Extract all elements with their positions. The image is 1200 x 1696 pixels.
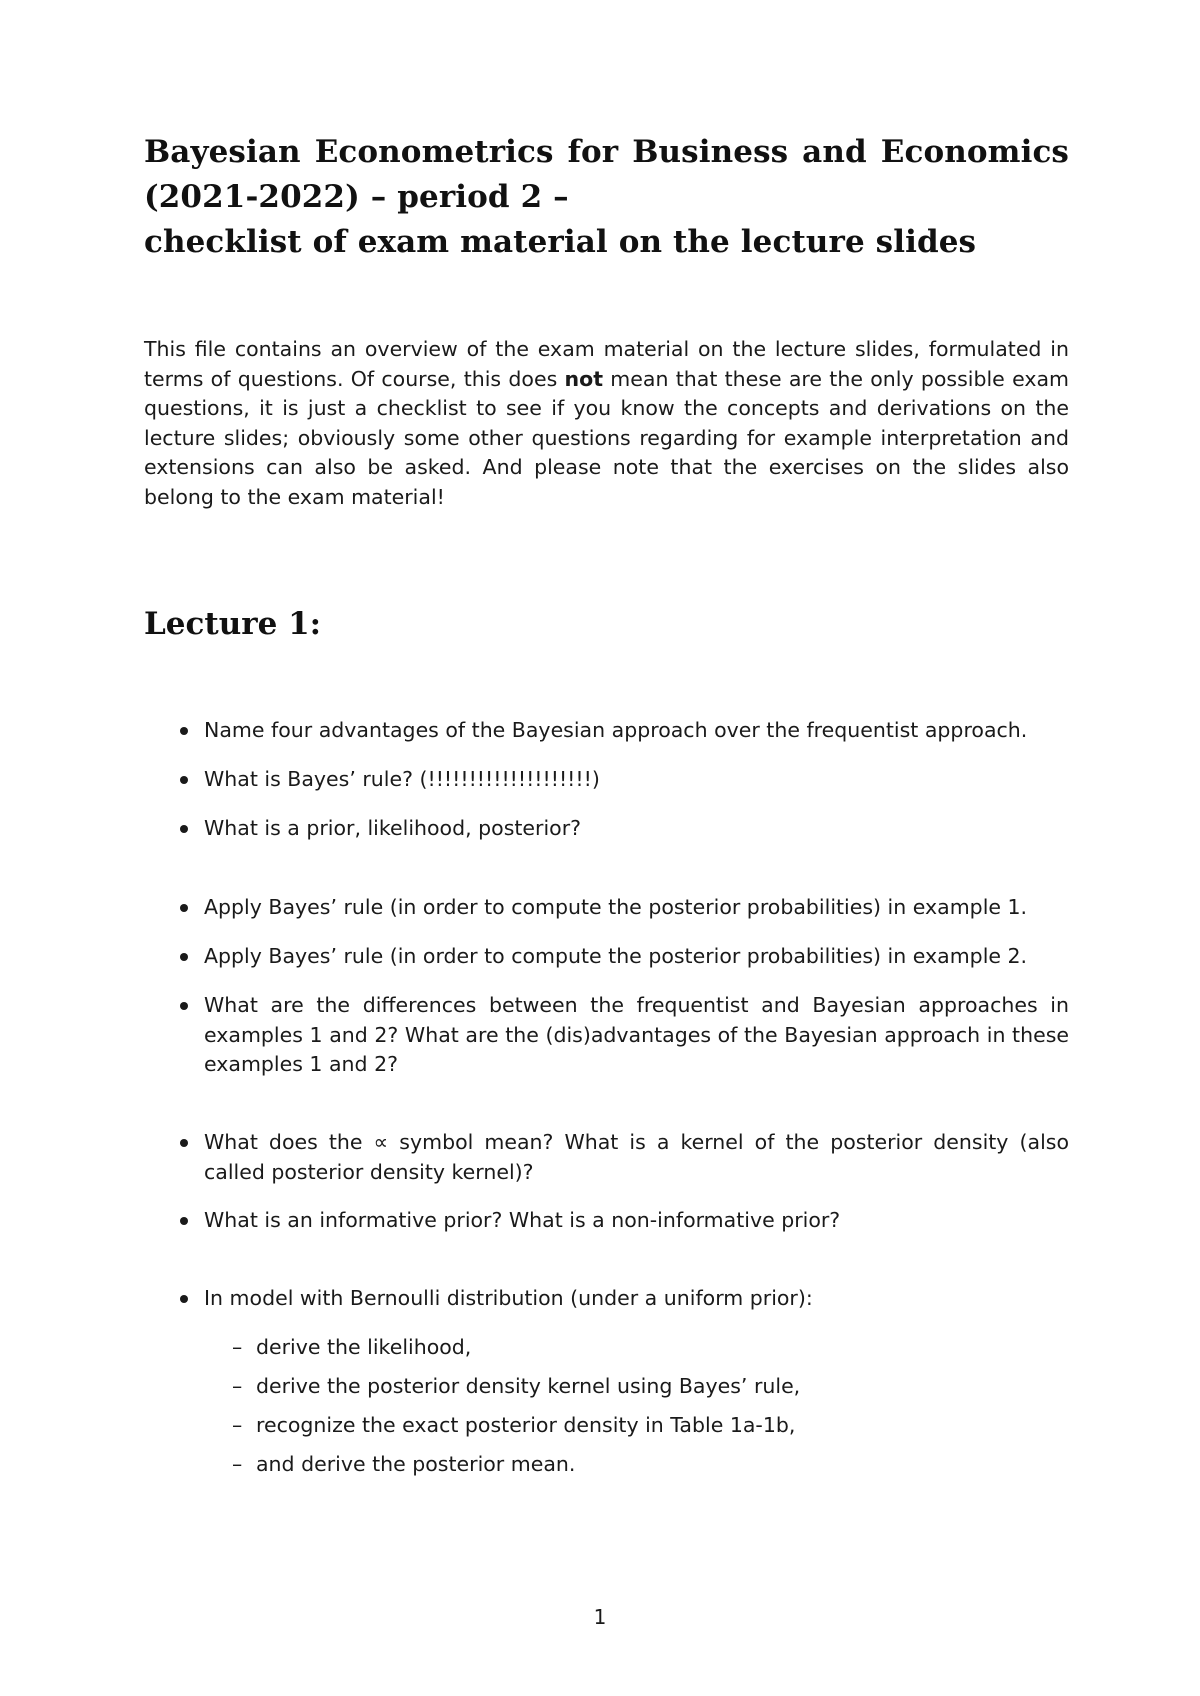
title-word: Bayesian [144,134,301,170]
title-line-2: (2021-2022) – period 2 – [144,179,569,215]
sub-list-item-text: derive the likelihood, [256,1335,472,1359]
list-item [144,1206,1069,1236]
dash-marker: – [232,1452,243,1476]
bullet-dot [180,953,188,961]
title-word: Business [632,134,789,170]
document-title [144,130,1069,265]
bullet-dot [180,1217,188,1225]
title-word: Economics [880,134,1069,170]
sub-list-item [144,1411,1069,1441]
sub-list-item [144,1333,1069,1363]
bullet-dot [180,776,188,784]
sub-list-item-text: recognize the exact posterior density in Table 1a-1b, [256,1413,796,1437]
list-item-text: What is Bayes’ rule? (!!!!!!!!!!!!!!!!!!!!) [204,767,600,791]
list-item [144,814,1069,844]
section-heading-lecture-1: Lecture 1: [144,606,322,642]
intro-paragraph [144,335,1069,512]
dash-marker: – [232,1374,243,1398]
intro-text-end: mean that these are the only possible exam questions, it is just a checklist to see if you know the concepts and derivations on the lecture slides; obviously some other questions regarding for example interpretation and extensions can also be asked. And please note that the exercises on the slides also belong to the exam material! [144,366,1069,509]
bullet-dot [180,1295,188,1303]
title-word: Econometrics [314,134,554,170]
dash-marker: – [232,1335,243,1359]
list-item [144,1284,1069,1314]
list-item [144,1128,1069,1187]
list-item [144,765,1069,795]
title-word: and [802,134,867,170]
list-item-text: What are the differences between the frequentist and Bayesian approaches in examples 1 and 2? What are the (dis)advantages of the Bayesian approach in these examples 1 and 2? [204,993,1069,1076]
page-number: 1 [593,1605,607,1629]
list-item-text: What does the ∝ symbol mean? What is a kernel of the posterior density (also called posterior density kernel)? [204,1130,1069,1184]
bullet-dot [180,727,188,735]
bullet-dot [180,1002,188,1010]
intro-text-start: This file contains an overview of the exam material on the lecture slides, formulated in terms of questions. Of course, this does [144,337,1069,391]
bullet-dot [180,1139,188,1147]
title-line-1 [144,130,1069,175]
list-item-text: Name four advantages of the Bayesian approach over the frequentist approach. [204,718,1028,742]
title-word: for [567,134,619,170]
list-item-text: Apply Bayes’ rule (in order to compute the posterior probabilities) in example 1. [204,895,1028,919]
sub-list-item [144,1450,1069,1480]
list-item-text: What is a prior, likelihood, posterior? [204,816,582,840]
title-line-3: checklist of exam material on the lecture slides [144,224,977,260]
dash-marker: – [232,1413,243,1437]
sub-list-item-text: and derive the posterior mean. [256,1452,576,1476]
sub-list-item [144,1372,1069,1402]
sub-list-item-text: derive the posterior density kernel using Bayes’ rule, [256,1374,801,1398]
list-item-text: What is an informative prior? What is a non-informative prior? [204,1208,841,1232]
bullet-dot [180,904,188,912]
list-item [144,893,1069,923]
list-item [144,991,1069,1080]
list-item-text: In model with Bernoulli distribution (under a uniform prior): [204,1286,813,1310]
bullet-dot [180,825,188,833]
list-item-text: Apply Bayes’ rule (in order to compute the posterior probabilities) in example 2. [204,944,1028,968]
intro-bold-word: not [564,366,604,391]
document-header [144,130,1069,512]
list-item [144,716,1069,746]
list-item [144,942,1069,972]
